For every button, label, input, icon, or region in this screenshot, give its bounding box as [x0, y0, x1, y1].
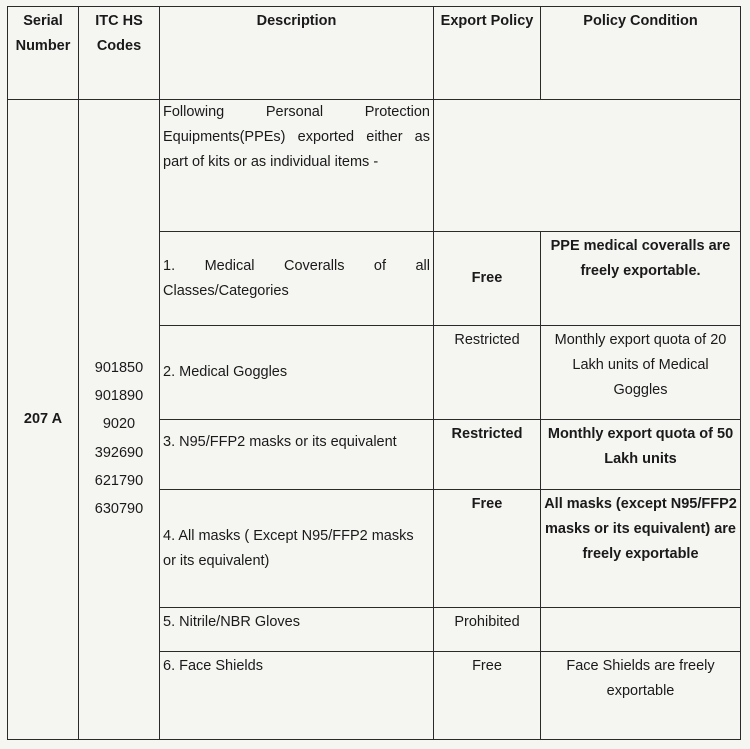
export-policy-table: [7, 6, 741, 740]
item-description: 6. Face Shields: [160, 652, 434, 740]
item-description: 5. Nitrile/NBR Gloves: [160, 608, 434, 652]
intro-row: [8, 100, 741, 232]
header-policy-condition: Policy Condition: [541, 7, 741, 100]
header-description: Description: [160, 7, 434, 100]
item-description: 2. Medical Goggles: [160, 326, 434, 420]
item-policy-condition: Face Shields are freely exportable: [541, 652, 741, 740]
item-description: 4. All masks ( Except N95/FFP2 masks or its equivalent): [160, 490, 434, 608]
item-description: 3. N95/FFP2 masks or its equivalent: [160, 420, 434, 490]
hs-code: 901890: [94, 388, 144, 405]
item-policy-condition: All masks (except N95/FFP2 masks or its equivalent) are freely exportable: [541, 490, 741, 608]
item-export-policy: Free: [434, 232, 541, 326]
item-export-policy: Free: [434, 490, 541, 608]
hs-code: 901850: [94, 360, 144, 377]
item-export-policy: Free: [434, 652, 541, 740]
intro-empty-cell: [434, 100, 741, 232]
item-policy-condition: PPE medical coveralls are freely exportable.: [541, 232, 741, 326]
serial-number-cell: 207 A: [8, 100, 79, 740]
header-itc-hs-codes: ITC HS Codes: [79, 7, 160, 100]
item-export-policy: Prohibited: [434, 608, 541, 652]
hs-code: 621790: [94, 472, 144, 489]
header-serial-number: Serial Number: [8, 7, 79, 100]
header-row: [8, 7, 741, 100]
header-export-policy: Export Policy: [434, 7, 541, 100]
item-export-policy: Restricted: [434, 326, 541, 420]
item-description: 1. Medical Coveralls of all Classes/Categories: [160, 232, 434, 326]
hs-codes-cell: [79, 100, 160, 740]
intro-description: Following Personal Protection Equipments(PPEs) exported either as part of kits or as individual items -: [160, 100, 434, 232]
hs-code: 392690: [94, 444, 144, 461]
hs-code: 9020: [102, 416, 136, 433]
item-export-policy: Restricted: [434, 420, 541, 490]
item-policy-condition: [541, 608, 741, 652]
item-policy-condition: Monthly export quota of 20 Lakh units of Medical Goggles: [541, 326, 741, 420]
hs-code: 630790: [94, 500, 144, 517]
item-policy-condition: Monthly export quota of 50 Lakh units: [541, 420, 741, 490]
